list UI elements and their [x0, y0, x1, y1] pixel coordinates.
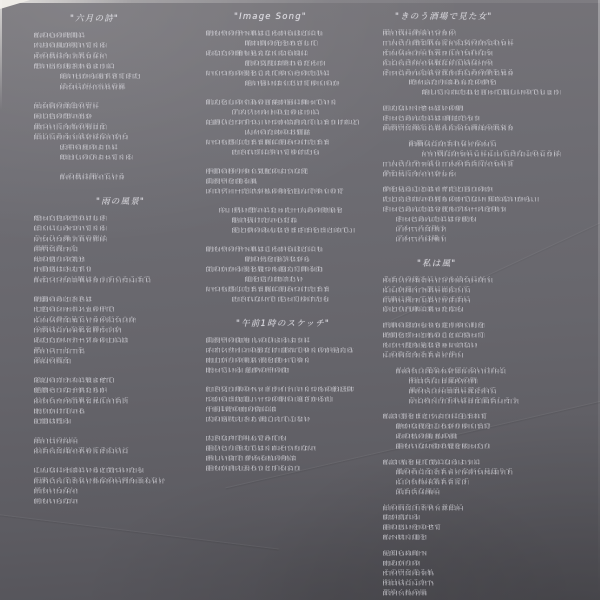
lyric-line — [34, 81, 224, 91]
lyric-line — [34, 446, 224, 456]
lyric-line-text: 季節の移りゆく気配のような愛 — [206, 167, 309, 175]
lyric-line-text: 晴れ間の先をめざして — [245, 39, 318, 47]
lyric-line-text: もう一度も見なきゃいけない — [383, 341, 478, 349]
lyric-line-text: 信じてあるくほかはないから — [34, 133, 129, 141]
lyric-line-text: 母の便りの気分 — [34, 255, 86, 263]
lyric-line — [34, 213, 224, 223]
lyric-line — [383, 169, 590, 179]
lyric-line-text: 駆け抜けたい心だね — [232, 216, 298, 224]
lyric-stanza — [383, 548, 590, 597]
lyric-stanza — [34, 213, 224, 285]
lyric-line — [34, 385, 224, 395]
lyric-line-text: つかのま坂道、一つの駅の 遠ざかる灯 — [206, 395, 333, 403]
song-title: "午前1時のスケッチ" — [236, 319, 331, 329]
lyric-line-text: 嵐のあとをさまよいながら見送りす — [396, 468, 513, 476]
lyric-line-text: 毎日しのびよってくる — [60, 153, 133, 161]
lyric-line-text: たとえきれいな服だけではないの — [383, 59, 493, 67]
lyric-line — [383, 113, 590, 123]
lyric-line — [383, 568, 590, 578]
lyric-line — [206, 294, 398, 304]
lyric-line — [383, 320, 590, 330]
song-title: "きのう酒場で見た女" — [395, 12, 493, 22]
lyric-line — [206, 205, 398, 215]
lyric-stanza — [206, 205, 398, 235]
lyric-line-text: おまえを追い求めてきたけど — [34, 447, 129, 455]
lyric-line-text: 私は 私を見て気になるように — [383, 458, 481, 466]
lyric-line-text: 雨上がりの東京 夜を渡ってゆく — [206, 356, 311, 364]
lyric-line-text: 私は 雲をまとうように生まれて — [383, 412, 488, 420]
lyric-line — [383, 441, 590, 451]
lyric-line — [206, 28, 398, 38]
lyric-line-text: 明日また 目覚めの朝 — [409, 377, 478, 385]
lyric-line — [383, 38, 590, 48]
lyric-line-text: 気のかかる夜を幾つも越えて飾る街 — [206, 265, 323, 273]
lyric-line — [34, 335, 224, 345]
lyric-stanza — [206, 28, 398, 88]
lyric-line-text: 朝もやの中へ車はころがるほどにも — [206, 245, 323, 253]
lyric-line — [34, 30, 224, 40]
lyric-line — [34, 264, 224, 274]
lyric-line-text: 私の夏は開いている — [60, 173, 126, 181]
lyric-line — [206, 244, 398, 254]
lyric-stanza — [34, 30, 224, 92]
lyric-line — [34, 132, 224, 142]
lyric-line — [206, 355, 398, 365]
lyric-line — [34, 275, 224, 285]
lyric-line — [206, 284, 398, 294]
lyric-line — [34, 244, 224, 254]
song-title: "私は風" — [417, 258, 457, 269]
lyric-line-text: 六月の風が吹いてくる — [34, 41, 107, 49]
lyric-line-text: 遠い日の幻に — [34, 437, 78, 445]
lyric-line-text: 旅の支度は終わるだろう — [245, 59, 326, 67]
lyric-line — [206, 433, 398, 443]
lyric-line — [34, 101, 224, 111]
lyric-line — [383, 548, 590, 558]
lyric-line-text: どうも私は気ままです — [396, 478, 469, 486]
lyric-line — [34, 465, 224, 475]
lyric-line-text: 汚されないで 走ってゆけたら — [232, 295, 330, 303]
lyric-line — [206, 38, 398, 48]
lyric-line-text: 傷ついても私の明日を — [34, 123, 107, 131]
lyric-line-text: 熱いコーヒーを — [34, 347, 85, 355]
lyric-line-text: きっとあんたは今夜もまたあの夢を見る — [383, 69, 515, 76]
lyric-line — [383, 558, 590, 568]
lyric-line — [34, 325, 224, 335]
lyric-line-text: 道を走り続けたい — [245, 275, 304, 283]
lyric-line-text: そんなふうにも笑っていられたら — [383, 49, 493, 57]
lyric-line — [34, 254, 224, 264]
lyric-line-text: 何もいらない — [34, 497, 78, 505]
lyric-line — [383, 330, 590, 340]
lyric-line-text: きっとあんたは今夜もブルースを唄う — [383, 205, 507, 213]
lyric-line — [383, 487, 590, 497]
lyric-line-text: 明日はどこかへ — [383, 579, 435, 587]
lyric-line — [383, 578, 590, 588]
lyric-line — [34, 142, 224, 152]
lyric-line — [206, 365, 398, 375]
lyric-line-text: どこか遠くへ旅に出たくて — [383, 286, 471, 294]
lyric-line-text: 私へ続く道を — [383, 533, 427, 541]
lyric-line-text: 眠りかけている — [34, 407, 86, 415]
lyric-line-text: ひとり汽車に乗ったなら — [383, 305, 464, 313]
lyric-line — [34, 304, 224, 314]
lyric-line-text: ネオンサインの影だけ 濡れてゆくのが見える — [206, 346, 355, 354]
lyric-line — [383, 159, 590, 169]
lyric-line — [34, 121, 224, 131]
lyric-line-text: 人々のためのお伽話 — [245, 128, 311, 136]
lyric-line-text: 私をつつむ日曜はもうすぐそこまで — [34, 276, 151, 284]
lyric-line — [383, 386, 590, 396]
lyric-line-text: 真夜中を渡る風 — [206, 177, 258, 185]
lyric-line — [206, 78, 398, 88]
lyric-line-text: 壊してくれたねと言って寂しいのでしょう — [422, 88, 561, 96]
lyric-line — [383, 68, 590, 78]
lyric-stanza — [206, 335, 398, 375]
lyric-stanza — [383, 103, 590, 133]
lyric-line — [206, 117, 398, 127]
lyric-line — [383, 103, 590, 113]
lyric-line — [206, 463, 398, 473]
lyric-line-text: 距離などかまわないなんて — [409, 140, 497, 148]
lyric-stanza — [383, 366, 590, 406]
lyric-stanza — [206, 166, 398, 196]
lyric-line-text: 見る街の景色の中に — [34, 102, 100, 110]
lyric-line — [383, 431, 590, 441]
lyric-line — [206, 384, 398, 394]
lyric-line — [383, 234, 590, 244]
lyric-line — [206, 225, 398, 235]
lyric-line — [34, 396, 224, 406]
lyric-line — [383, 467, 590, 477]
lyric-line — [383, 123, 590, 133]
lyric-line-text: 街が流れる — [383, 513, 420, 521]
lyric-line — [383, 224, 590, 234]
lyric-line-text: 時々ふたりはあんたの夢を — [409, 78, 497, 86]
lyric-line — [383, 275, 590, 285]
lyric-line-text: 遠い日から遠すぎてきた — [60, 72, 141, 80]
lyric-line — [34, 315, 224, 325]
lyric-line — [383, 295, 590, 305]
lyric-line-text: 見知らぬ町へ — [383, 549, 427, 557]
lyric-line-text: アスファルトの上のように — [232, 108, 320, 116]
lyric-line — [383, 184, 590, 194]
lyric-line-text: 真夜中の街角 しのびよるように — [206, 336, 311, 344]
paper-top-edge-highlight — [0, 0, 600, 3]
lyric-stanza — [383, 28, 590, 97]
lyric-line-text: 暗い夜に夢はいつもの — [383, 29, 456, 37]
lyric-line-text: おもちゃの汽車を見ています — [34, 397, 129, 405]
lyric-line — [206, 166, 398, 176]
lyric-line — [383, 457, 590, 467]
lyric-line — [34, 436, 224, 446]
lyric-line-text: 言えないくせっぽいの朝 — [383, 104, 464, 112]
lyric-line-text: 足跡ひとつずつ、いつかは消えてしまうけれど — [206, 118, 359, 126]
lyric-stanza — [34, 101, 224, 163]
lyric-line-text: 静かな夜をころがりゆくまで — [396, 422, 491, 430]
lyric-line-text: 大きな声で叫んでみても — [206, 434, 287, 442]
lyric-stanza — [206, 384, 398, 424]
lyric-line — [383, 139, 590, 149]
lyric-line — [34, 496, 224, 506]
lyric-line-text: 愛と夢のあんなさまざまをまとめて、 — [232, 226, 356, 234]
lyric-line-text: あなたの瞳も見えなくなる頃に — [206, 49, 309, 57]
lyric-line — [206, 414, 398, 424]
lyric-line — [383, 376, 590, 386]
lyric-line-text: 旅ゆく私の風 — [383, 589, 427, 597]
lyric-stanza — [383, 503, 590, 543]
lyric-line-text: ひらひら舞う雪の朝は — [34, 235, 107, 243]
lyric-line — [34, 475, 224, 485]
lyric-line-text: ぼくにしみついてくる — [34, 224, 107, 232]
lyric-line — [383, 214, 590, 224]
lyric-line — [206, 137, 398, 147]
lyric-stanza — [34, 465, 224, 506]
lyric-line — [206, 68, 398, 78]
lyric-line — [383, 58, 590, 68]
lyric-line-text: たとえきれいの何ものかでない 知れないから、 — [383, 195, 539, 203]
lyrics-column-1 — [34, 12, 224, 515]
lyric-line-text: 行き交う車のヘッドライト いくつもの影法師 — [206, 385, 355, 393]
lyric-line-text: 誰もが消え去ろうとするよう — [206, 464, 301, 472]
lyric-line-text: 気ままな風に — [396, 488, 440, 496]
song-title: "Image Song" — [234, 12, 307, 22]
lyric-line — [383, 48, 590, 58]
lyric-line-text: ひとめぐりすれば目を覚ましそう — [409, 397, 519, 405]
lyric-stanza — [34, 172, 224, 182]
lyric-line-text: 誰ひとり答えてはくれそうもない — [206, 444, 316, 452]
lyric-stanza — [383, 412, 590, 452]
lyric-line — [383, 350, 590, 360]
lyric-line — [34, 172, 224, 182]
lyric-line — [34, 375, 224, 385]
lyric-stanza — [34, 375, 224, 426]
lyric-line — [206, 453, 398, 463]
lyric-line-text: 汽車の窓から今も走りゆく町を — [383, 321, 486, 329]
lyric-line — [206, 147, 398, 157]
lyric-line — [34, 111, 224, 121]
lyric-line-text: 夢を見ることはイヤだと言うのか — [383, 185, 493, 193]
lyric-line — [34, 345, 224, 355]
lyric-line-text: 煙った色の空のけしき — [34, 214, 107, 222]
lyric-line — [34, 486, 224, 496]
lyric-line — [383, 340, 590, 350]
lyric-line-text: ブルースは囁く — [396, 235, 447, 243]
lyric-line — [206, 254, 398, 264]
lyric-line — [206, 186, 398, 196]
lyric-line-text: 小鳥達はさえずり — [34, 265, 93, 273]
lyric-line-text: あの夏はもう戻らない — [34, 52, 107, 60]
lyric-line — [206, 97, 398, 107]
lyric-line-text: 眠っている 悪夢の中の街 — [206, 366, 289, 374]
lyrics-column-3 — [383, 10, 590, 600]
lyric-line-text: 一人きりやっぱり一人のままでいられず — [383, 160, 515, 168]
lyric-stanza — [206, 97, 398, 157]
lyric-line-text: 健康そうな子供たちが — [34, 386, 107, 394]
lyric-line — [34, 233, 224, 243]
lyric-line — [383, 77, 590, 87]
lyric-line-text: 雨あがりの — [383, 559, 420, 567]
lyric-line-text: 私の心の時間に — [34, 31, 86, 39]
lyric-stanza — [383, 275, 590, 315]
lyric-line-text: 汽車に乗って思いのままに — [383, 296, 471, 304]
lyric-line — [34, 223, 224, 233]
lyric-stanza — [206, 244, 398, 304]
lyric-line-text: 海峡を渡った — [34, 245, 78, 253]
lyric-line — [34, 416, 224, 426]
lyric-stanza — [383, 320, 590, 360]
lyric-line-text: 飢えをしのぐ為の言葉が宙に舞っていく — [206, 98, 338, 106]
lyric-line — [383, 285, 590, 295]
lyric-line-text: ブルースを唄う — [396, 225, 447, 233]
lyric-line — [383, 87, 590, 97]
lyric-line — [206, 48, 398, 58]
song-title: "六月の詩" — [70, 14, 120, 24]
paper-corner-sliver — [0, 0, 30, 9]
lyric-line-text: 朝靄のあとさきは — [34, 295, 93, 303]
lyric-line — [206, 58, 398, 68]
lyric-line — [206, 107, 398, 117]
lyric-line-text: 想い出も遠ざかるように — [34, 62, 115, 70]
lyric-line — [34, 40, 224, 50]
lyric-line-text: 約束さえできない私なのに何も言えない — [34, 477, 166, 485]
lyric-line — [383, 366, 590, 376]
lyric-line-text: 今夜はどんな花を飾ろうか — [34, 326, 122, 334]
lyric-line — [383, 304, 590, 314]
lyric-line — [383, 522, 590, 532]
lyric-line — [383, 588, 590, 598]
lyric-line — [383, 421, 590, 431]
lyric-line-text: 一人きり酒を飲んでいた女のかたわらに — [383, 39, 515, 47]
lyric-line-text: 窓辺の歌を — [34, 357, 71, 365]
lyric-line-text: あたたかいテーブルの上には — [34, 336, 129, 344]
lyric-line — [383, 396, 590, 406]
lyric-line-text: 同じ色の想い出か — [34, 112, 93, 120]
lyric-line-text: こんなにそばにいると気づいたら — [34, 466, 144, 474]
lyric-line-text: 犬の遠吠えさえ 聞こえてこない — [206, 415, 311, 423]
lyric-line-text: この街をもさまよい歩く — [383, 351, 464, 359]
lyric-line-text: 朝もやの中へ車はころがるほどにも — [206, 29, 323, 37]
lyric-line-text: 今、熱い想いにたった一人あの野原を — [219, 206, 344, 214]
paper-crease — [0, 510, 279, 550]
lyric-line-text: 汚されずに歩いてゆけたら — [232, 148, 320, 156]
paper-left-edge-highlight — [0, 0, 2, 110]
lyric-line-text: 夢を見てもいいかしら — [383, 170, 456, 178]
lyric-line — [34, 51, 224, 61]
lyric-line — [34, 152, 224, 162]
lyric-line-text: いい娘だからにこにこしてきたこのごろは — [422, 150, 561, 158]
lyric-line — [206, 127, 398, 137]
lyric-line-text: あまりの遠さにいつもほろにがく — [383, 276, 493, 284]
lyric-line — [206, 215, 398, 225]
lyric-line-text: いつも感じたまま胸に刻みつけたまま — [206, 138, 330, 146]
lyric-line-text: 遠い誓いはくだけてゆくのか — [245, 79, 340, 87]
lyrics-column-2 — [206, 12, 398, 482]
lyric-line — [383, 513, 590, 523]
lyric-line-text: ほろにがい六月の風 — [60, 83, 126, 91]
lyric-line-text: いつも感じたまま胸に刻みつけたまま — [206, 285, 330, 293]
lyric-line-text: 七色のシャボン玉の中で — [34, 305, 115, 313]
lyric-line — [206, 394, 398, 404]
lyric-line-text: きっとあんたには 満足だろう — [383, 114, 481, 122]
lyric-line — [206, 345, 398, 355]
lyric-line — [383, 204, 590, 214]
lyric-line — [383, 477, 590, 487]
lyric-line — [383, 194, 590, 204]
lyric-line — [34, 61, 224, 71]
lyric-line-text: 私はもう愛なんか信じないけれど — [396, 367, 506, 375]
lyric-line-text: どんな夢を見ているのだろうか — [34, 316, 137, 324]
lyric-stanza — [34, 294, 224, 366]
lyric-line-text: その中を走る私 — [383, 569, 435, 577]
lyric-line-text: 去年の夏のように — [60, 143, 119, 151]
lyric-stanza — [206, 433, 398, 473]
lyric-stanza — [383, 457, 590, 497]
lyric-line — [206, 404, 398, 414]
lyric-line-text: 誰もいない街の煙を吸ったり — [396, 442, 491, 450]
lyric-line — [383, 149, 590, 159]
lyric-line-text: いくつもの夜をこえてゆくそのたびに — [206, 69, 331, 77]
lyric-line — [206, 264, 398, 274]
lyric-line — [34, 406, 224, 416]
lyric-line — [206, 443, 398, 453]
lyric-line-text: 淋しい街で 夢みる私の唄は — [206, 454, 297, 462]
lyric-line — [206, 335, 398, 345]
lyric-stanza — [383, 184, 590, 243]
lyric-stanza — [34, 436, 224, 457]
lyric-line-text: 午前1時の雨の街には — [206, 405, 277, 413]
lyric-line-text: 朝の光を浴びながら — [245, 255, 311, 263]
lyric-line-text: 窓辺のガラスに頬よせて — [34, 376, 115, 384]
lyric-line — [383, 503, 590, 513]
lyric-line-text: きっとあんたには今夜も — [396, 215, 477, 223]
lyric-line — [383, 532, 590, 542]
lyric-line — [383, 28, 590, 38]
lyric-line-text: あの私の風 私の風 — [396, 432, 457, 440]
lyric-line-text: 時間をずっと私のことに待って — [383, 331, 485, 339]
lyric-line — [34, 294, 224, 304]
lyric-line — [383, 412, 590, 422]
lyric-line — [34, 356, 224, 366]
lyric-line-text: 記憶は甦る — [34, 417, 71, 425]
lyric-line-text: 誰の思いをのせて — [383, 523, 442, 531]
lyric-line-text: メロディーだけが私の唄を包んでゆくので — [206, 187, 345, 195]
lyric-line — [206, 274, 398, 284]
lyric-line-text: 風のように自由に愛されて — [409, 387, 497, 395]
song-title: "雨の風景" — [96, 196, 146, 207]
lyric-line-text: 真夜中を娘だと思えたなら満足の彼女も — [383, 124, 515, 132]
lyric-line — [34, 71, 224, 81]
lyric-line-text: 何もいらない — [34, 487, 78, 495]
lyric-line — [206, 176, 398, 186]
lyric-line-text: 目の前をすぎゆく景色に — [383, 504, 464, 512]
lyric-stanza — [383, 139, 590, 179]
